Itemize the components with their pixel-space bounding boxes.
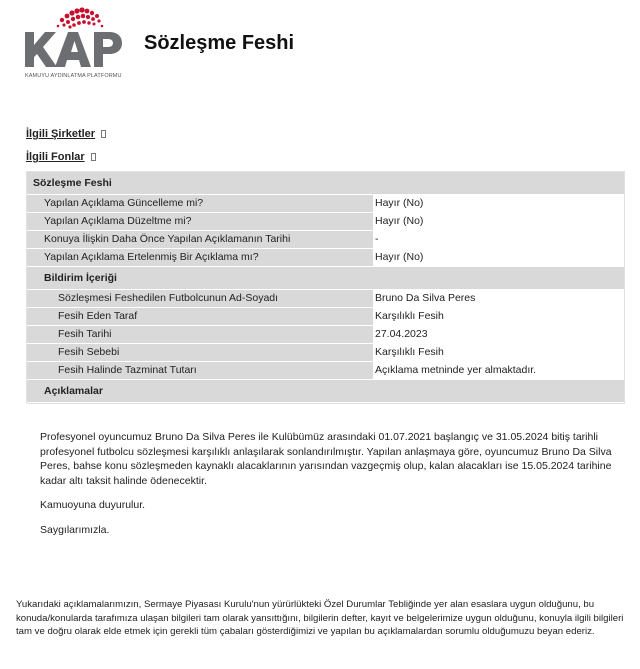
explanation-paragraph: Profesyonel oyuncumuz Bruno Da Silva Peres ile Kulübümüz arasındaki 01.07.2021 başlangıç ve 31.05.2024 bitiş tarihli profesyonel futbolcu sözleşmesi karşılıklı anlaşılarak sonlandırılmıştır. Yapılan anlaşmaya göre, oyuncumuz Bruno Da Silva Peres, bahse konu sözleşmeden kaynaklı alacaklarının yarısından vazgeçmiş olup, kalan alacakları ise 15.05.2024 tarihine kadar altı taksit halinde ödenecektir.	[40, 431, 612, 487]
row-label: Fesih Sebebi	[27, 344, 373, 361]
logo-subtitle: KAMUYU AYDINLATMA PLATFORMU	[25, 73, 122, 79]
row-value: Hayır (No)	[373, 249, 624, 266]
related-funds[interactable]	[26, 151, 96, 163]
section-title: Sözleşme Feshi	[27, 172, 373, 194]
table-row	[27, 195, 624, 213]
row-value: Karşılıklı Fesih	[373, 308, 624, 325]
explanations-title: Açıklamalar	[27, 380, 373, 402]
row-value: Hayır (No)	[373, 213, 624, 230]
legal-disclaimer: Yukarıdaki açıklamalarımızın, Sermaye Piyasası Kurulu'nun yürürlükteki Özel Durumlar Tebliğinde yer alan esaslara uygun olduğunu, bu konuda/konularda tarafımıza ulaşan bilgileri tam olarak yansıttığını, bilgilerin defter, kayıt ve belgelerimize uygun olduğunu, konuyla ilgili bilgileri tam ve doğru olarak elde etmek için gerekli tüm çabaları gösterdiğimizi ve yapılan bu açıklamalardan sorumlu olduğumuzu beyan ederiz.	[16, 599, 624, 637]
table-row	[27, 326, 624, 344]
header	[22, 6, 622, 86]
row-value: Açıklama metninde yer almaktadır.	[373, 362, 624, 379]
related-companies-expand-icon[interactable]	[101, 130, 106, 138]
table-row	[27, 249, 624, 267]
kap-logo-icon	[22, 6, 126, 72]
related-funds-expand-icon[interactable]	[91, 153, 96, 161]
explanations-header	[27, 380, 624, 403]
row-label: Sözleşmesi Feshedilen Futbolcunun Ad-Soyadı	[27, 290, 373, 307]
explanations-title-value	[373, 380, 624, 402]
table-row	[27, 362, 624, 380]
notification-title: Bildirim İçeriği	[27, 267, 373, 289]
row-label: Yapılan Açıklama Güncelleme mi?	[27, 195, 373, 212]
explanation-paragraph: Kamuoyuna duyurulur.	[40, 499, 146, 511]
row-value: Bruno Da Silva Peres	[373, 290, 624, 307]
row-label: Fesih Tarihi	[27, 326, 373, 343]
row-value: 27.04.2023	[373, 326, 624, 343]
related-funds-label[interactable]: İlgili Fonlar	[26, 151, 85, 163]
table-row	[27, 213, 624, 231]
section-title-value	[373, 172, 624, 194]
table-row	[27, 344, 624, 362]
row-value: Hayır (No)	[373, 195, 624, 212]
table-row	[27, 231, 624, 249]
kap-logo	[22, 6, 126, 82]
disclosure-table	[26, 171, 625, 404]
row-label: Fesih Halinde Tazminat Tutarı	[27, 362, 373, 379]
explanation-body	[40, 430, 618, 547]
row-label: Yapılan Açıklama Düzeltme mi?	[27, 213, 373, 230]
page-title: Sözleşme Feshi	[144, 32, 295, 54]
table-row	[27, 308, 624, 326]
related-companies-label[interactable]: İlgili Şirketler	[26, 128, 96, 140]
table-row	[27, 290, 624, 308]
row-label: Yapılan Açıklama Ertelenmiş Bir Açıklama mı?	[27, 249, 373, 266]
notification-header	[27, 267, 624, 290]
table-section-header	[27, 172, 624, 195]
notification-title-value	[373, 267, 624, 289]
row-value: Karşılıklı Fesih	[373, 344, 624, 361]
explanation-paragraph: Saygılarımızla.	[40, 523, 110, 536]
row-label: Konuya İlişkin Daha Önce Yapılan Açıklamanın Tarihi	[27, 231, 373, 248]
row-value: -	[373, 231, 624, 248]
related-companies[interactable]	[26, 128, 106, 140]
row-label: Fesih Eden Taraf	[27, 308, 373, 325]
